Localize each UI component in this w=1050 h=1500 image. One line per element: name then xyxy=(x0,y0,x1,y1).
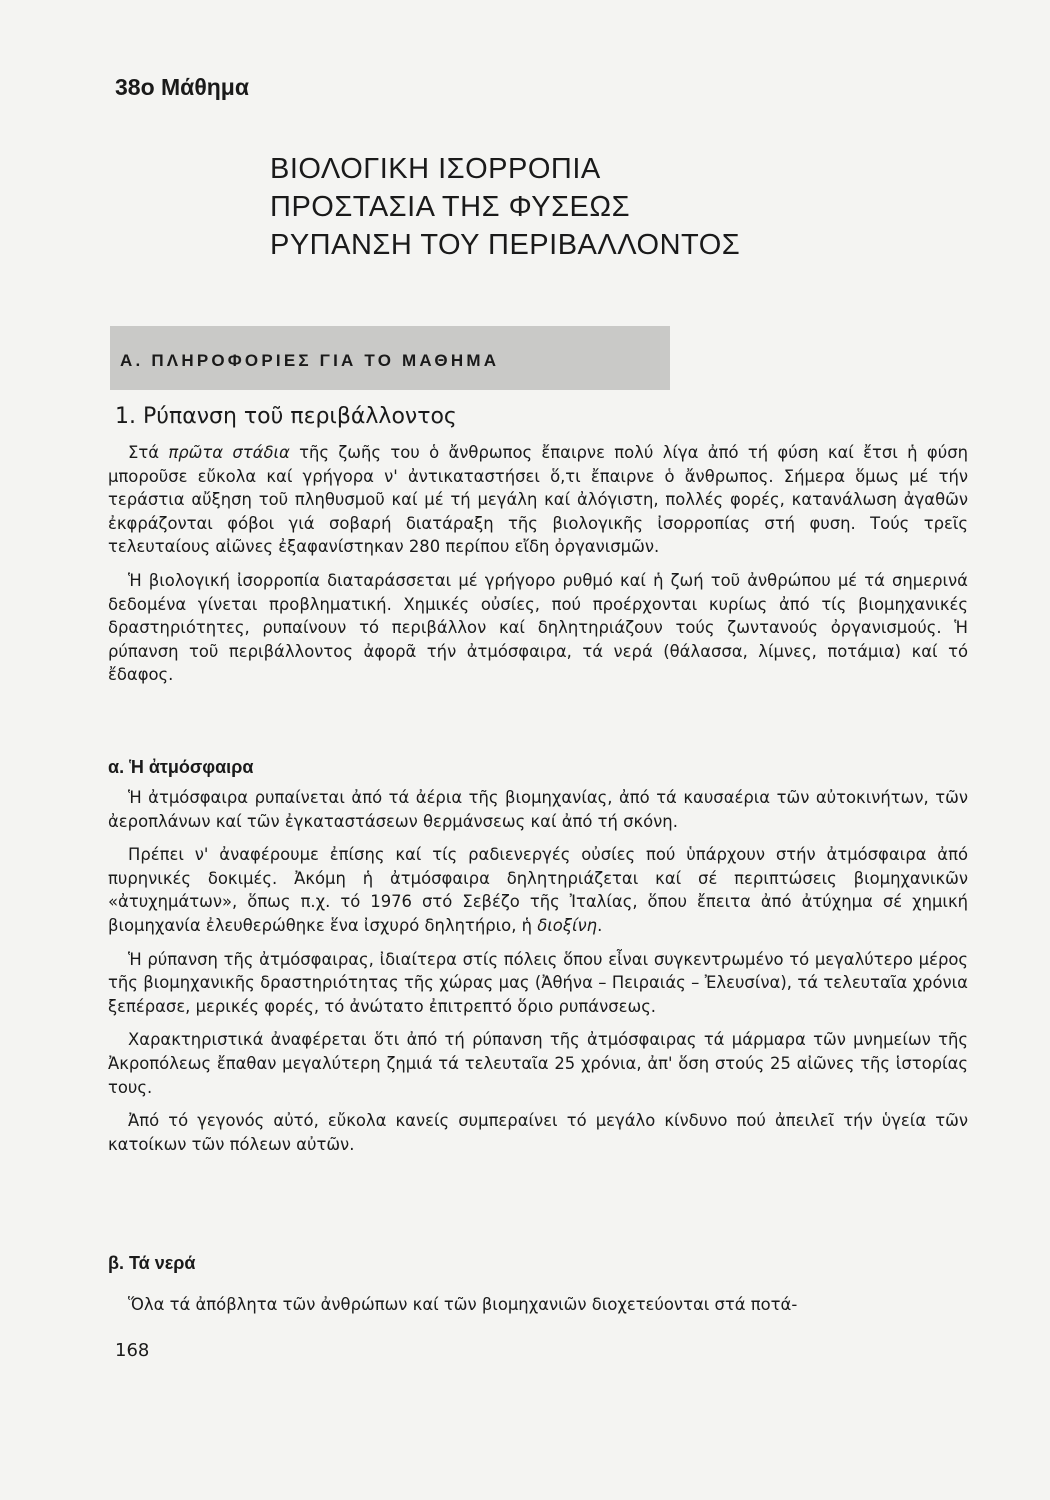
intro-text xyxy=(108,441,968,687)
title-line: ΠΡΟΣΤΑΣΙΑ ΤΗΣ ΦΥΣΕΩΣ xyxy=(270,191,630,223)
subsection-title: 1. Ρύπανση τοῦ περιβάλλοντος xyxy=(115,404,457,429)
section-label: Α. ΠΛΗΡΟΦΟΡΙΕΣ ΓΙΑ ΤΟ ΜΑΘΗΜΑ xyxy=(120,351,500,370)
paragraph: Ἡ ἀτμόσφαιρα ρυπαίνεται ἀπό τά ἀέρια τῆς βιομηχανίας, ἀπό τά καυσαέρια τῶν αὐτοκινήτων, τῶν ἀεροπλάνων καί τῶν ἐγκαταστάσεων θερμάνσεως καί ἀπό τή σκόνη. xyxy=(108,788,968,831)
waters-text xyxy=(108,1293,968,1317)
paragraph: Ἀπό τό γεγονός αὐτό, εὔκολα κανείς συμπεραίνει τό μεγάλο κίνδυνο πού ἀπειλεῖ τήν ὑγεία τῶν κατοίκων τῶν πόλεων αὐτῶν. xyxy=(108,1111,968,1154)
paragraph: Πρέπει ν' ἀναφέρουμε ἐπίσης καί τίς ραδιενεργές οὐσίες πού ὑπάρχουν στήν ἀτμόσφαιρα ἀπό πυρηνικές δοκιμές. Ἀκόμη ἡ ἀτμόσφαιρα δηλητηριάζεται καί σέ περιπτώσεις βιομηχανικῶν «ἀτυχημάτων», ὅπως π.χ. τό 1976 στό Σεβέζο τῆς Ἰταλίας, ὅπου ἔπειτα ἀπό ἀτύχημα σέ χημική βιομηχανία ἐλευθερώθηκε ἕνα ἰσχυρό δηλητήριο, ἡ διοξίνη. xyxy=(108,845,968,935)
emphasis: πρῶτα στάδια xyxy=(168,443,290,462)
paragraph: Ἡ βιολογική ἰσορροπία διαταράσσεται μέ γρήγορο ρυθμό καί ἡ ζωή τοῦ ἀνθρώπου μέ τά σημερινά δεδομένα γίνεται προβληματική. Χημικές οὐσίες, πού προέρχονται κυρίως ἀπό τίς βιομηχανικές δραστηριότητες, ρυπαίνουν τό περιβάλλον καί δηλητηριάζουν τούς ζωντανούς ὀργανισμούς. Ἡ ρύπανση τοῦ περιβάλλοντος ἀφορᾶ τήν ἀτμόσφαιρα, τά νερά (θάλασσα, λίμνες, ποτάμια) καί τό ἔδαφος. xyxy=(108,570,968,685)
title-line: ΒΙΟΛΟΓΙΚΗ ΙΣΟΡΡΟΠΙΑ xyxy=(270,153,601,185)
title-line: ΡΥΠΑΝΣΗ ΤΟΥ ΠΕΡΙΒΑΛΛΟΝΤΟΣ xyxy=(270,229,741,261)
atmosphere-text xyxy=(108,786,968,1156)
paragraph: Χαρακτηριστικά ἀναφέρεται ὅτι ἀπό τή ρύπανση τῆς ἀτμόσφαιρας τά μάρμαρα τῶν μνημείων τῆς Ἀκροπόλεως ἔπαθαν μεγαλύτερη ζημιά τά τελευταῖα 25 χρόνια, ἀπ' ὅση στούς 25 αἰῶνες τῆς ἱστορίας τους. xyxy=(108,1030,968,1097)
paragraph: Ὅλα τά ἀπόβλητα τῶν ἀνθρώπων καί τῶν βιομηχανιῶν διοχετεύονται στά ποτά- xyxy=(128,1295,798,1314)
paragraph: Στά πρῶτα στάδια τῆς ζωῆς του ὁ ἄνθρωπος ἔπαιρνε πολύ λίγα ἀπό τή φύση καί ἔτσι ἡ φύση μποροῦσε εὔκολα καί γρήγορα ν' ἀντικαταστήσει ὅ,τι ἔπαιρνε ὁ ἄνθρωπος. Σήμερα ὅμως μέ τήν τεράστια αὔξηση τοῦ πληθυσμοῦ καί μέ τή μεγάλη καί ἀλόγιστη, πολλές φορές, κατανάλωση ἀγαθῶν ἐκφράζονται φόβοι γιά σοβαρή διατάραξη τῆς βιολογικῆς ἰσορροπίας στή φυση. Τούς τρεῖς τελευταίους αἰῶνες ἐξαφανίστηκαν 280 περίπου εἴδη ὀργανισμῶν. xyxy=(108,443,968,557)
paragraph: Ἡ ρύπανση τῆς ἀτμόσφαιρας, ἰδιαίτερα στίς πόλεις ὅπου εἶναι συγκεντρωμένο τό μεγαλύτερο μέρος τῆς βιομηχανικῆς δραστηριότητας τῆς χώρας μας (Ἀθήνα – Πειραιάς – Ἐλευσίνα), τά τελευταῖα χρόνια ξεπέρασε, μερικές φορές, τό ἀνώτατο ἐπιτρεπτό ὅριο ρυπάνσεως. xyxy=(108,949,968,1016)
page-number: 168 xyxy=(115,1340,150,1361)
emphasis: διοξίνη xyxy=(537,915,598,935)
heading-atmosphere: α. Ἡ ἀτμόσφαιρα xyxy=(108,757,254,777)
heading-waters: β. Τά νερά xyxy=(108,1253,196,1273)
chapter-title xyxy=(270,150,740,264)
lesson-label: 38ο Μάθημα xyxy=(115,74,250,100)
